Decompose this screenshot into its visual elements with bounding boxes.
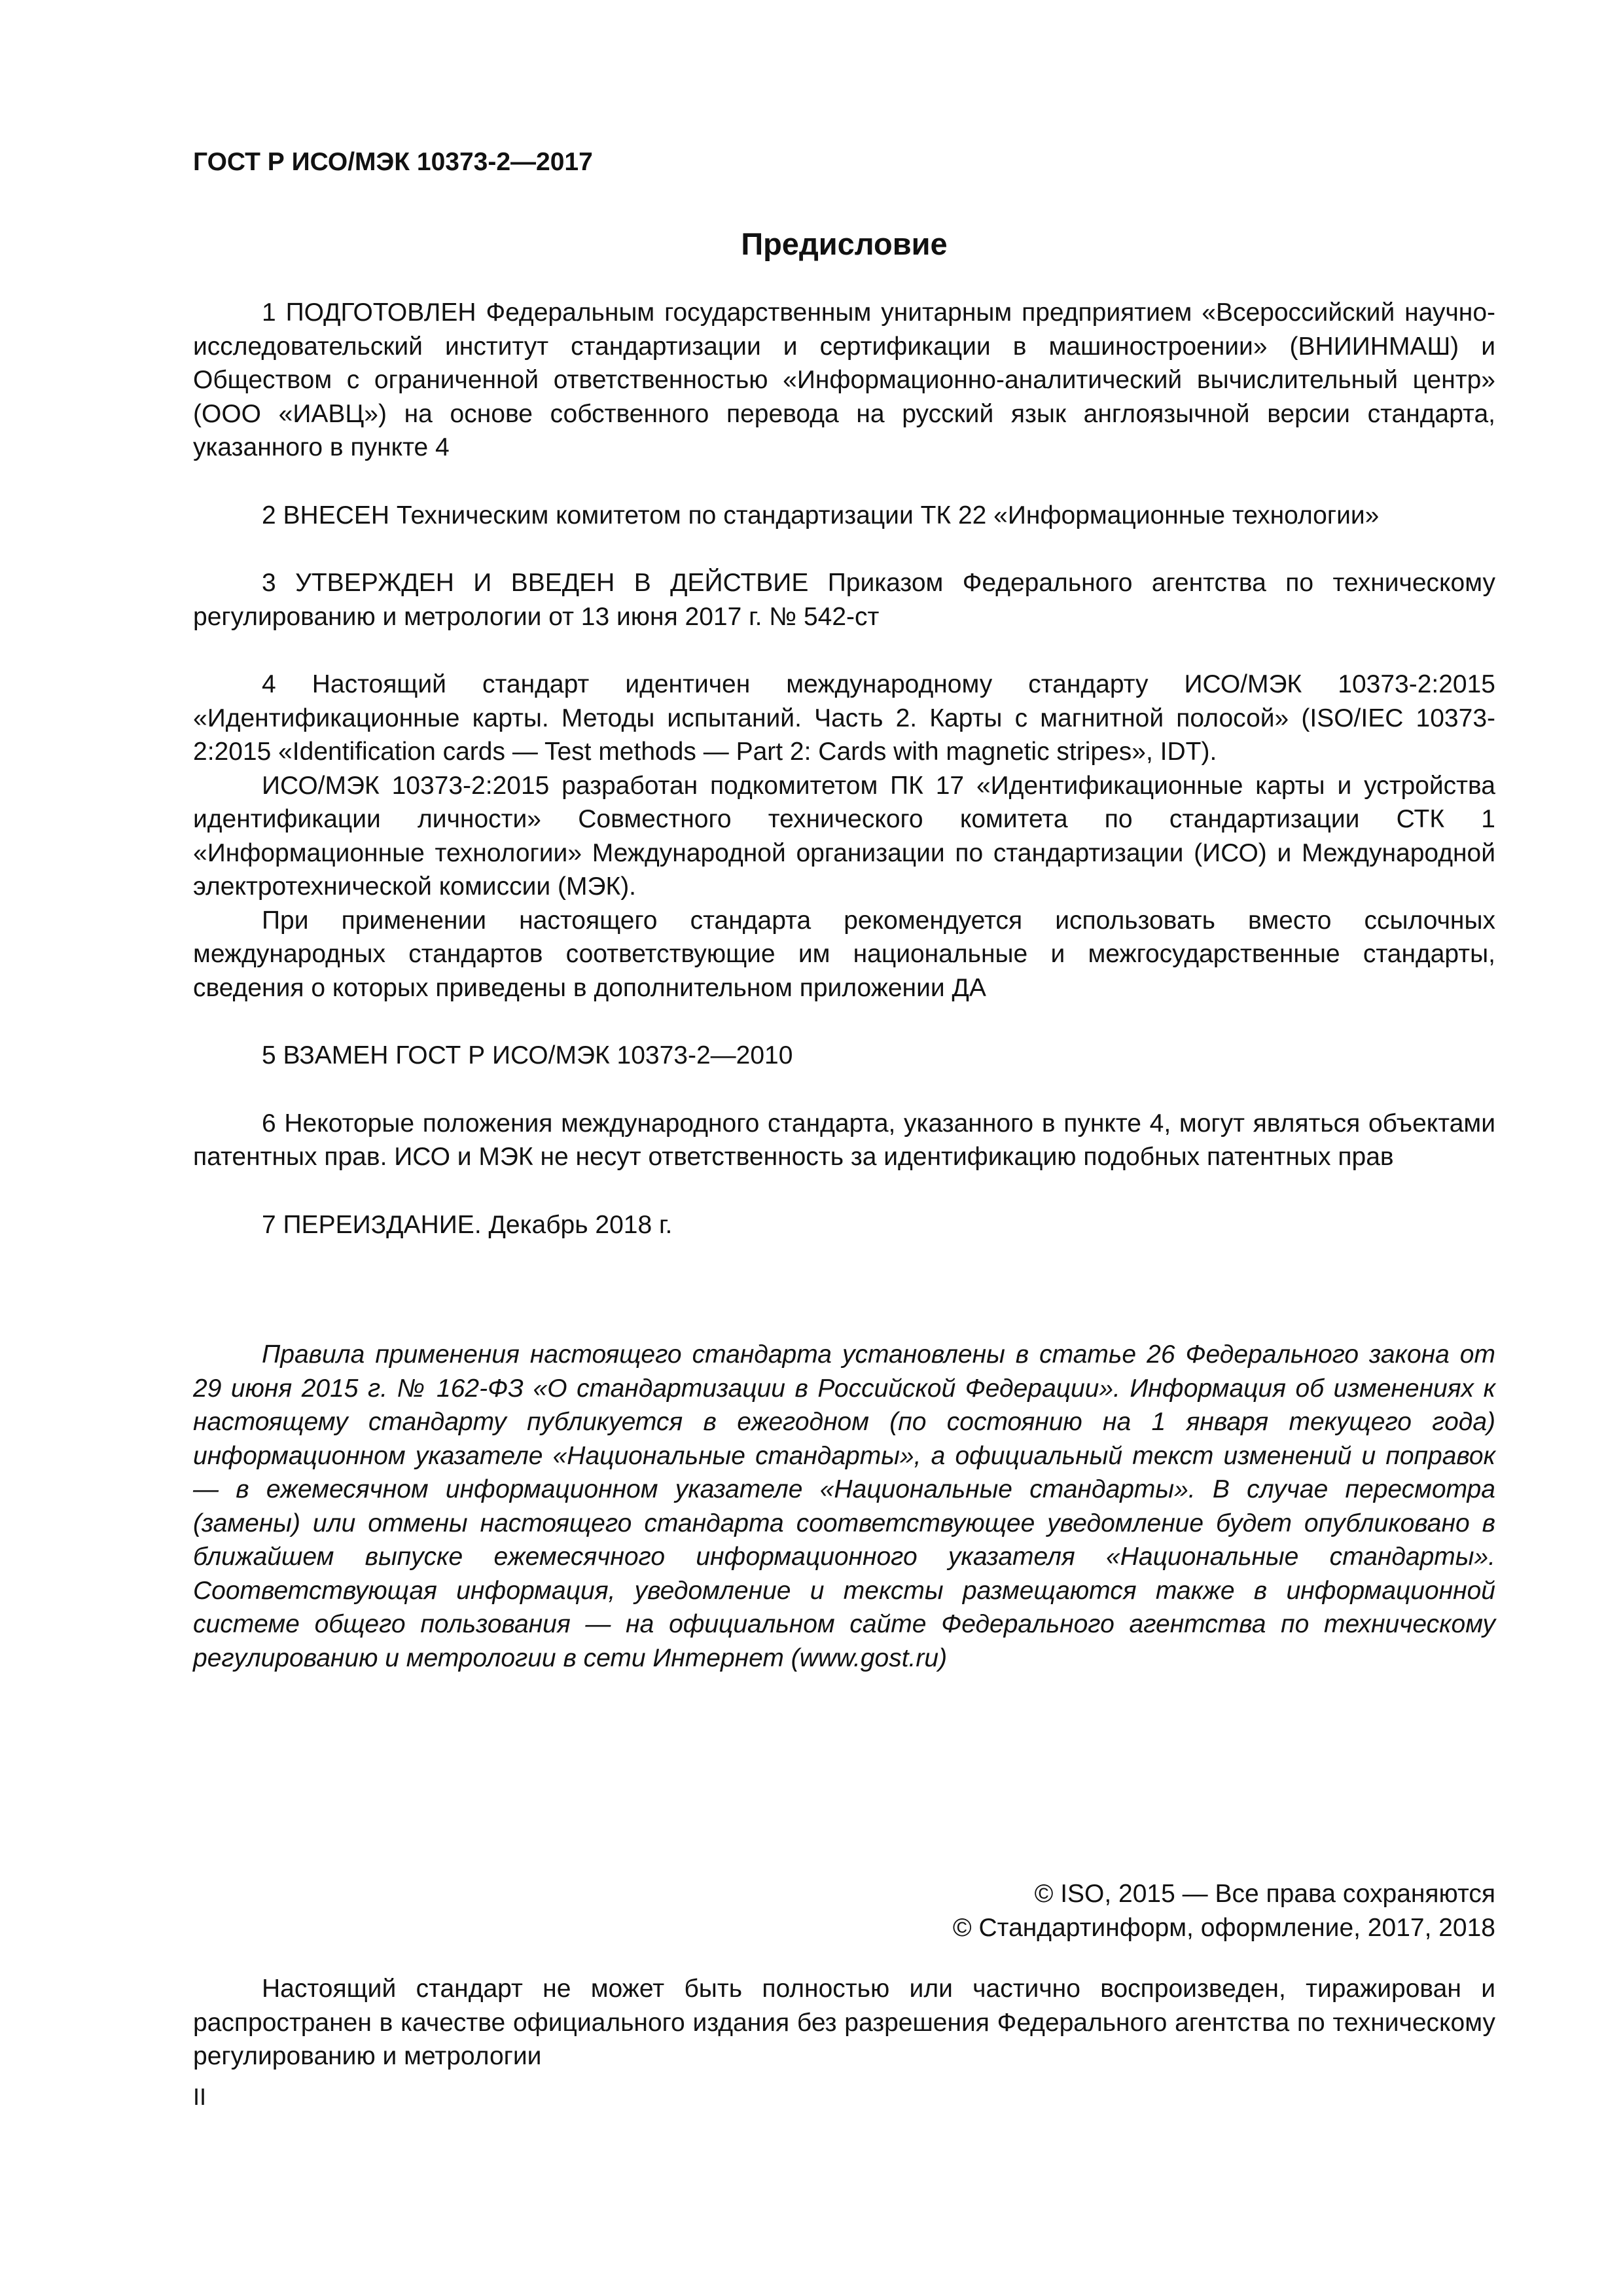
paragraph: 5 ВЗАМЕН ГОСТ Р ИСО/МЭК 10373-2—2010 [262,1041,793,1069]
section-6 [193,1107,1495,1174]
paragraph: 4 Настоящий стандарт идентичен международному стандарту ИСО/МЭК 10373-2:2015 «Идентификационные карты. Методы испытаний. Часть 2. Карты с магнитной полосой» (ISO/IEC 10373-2:2015 «Identification cards — Test methods — Part 2: Cards with magnetic stripes», IDT). [193,670,1495,766]
paragraph: ИСО/МЭК 10373-2:2015 разработан подкомитетом ПК 17 «Идентификационные карты и устройства идентификации личности» Совместного технического комитета по стандартизации СТК 1 «Информационные технологии» Международной организации по стандартизации (ИСО) и Международной электротехнической комиссии (МЭК). [193,771,1495,901]
section-5 [193,1039,1495,1073]
section-3 [193,566,1495,634]
copyright-standartinform: © Стандартинформ, оформление, 2017, 2018 [952,1913,1495,1942]
paragraph: 7 ПЕРЕИЗДАНИЕ. Декабрь 2018 г. [262,1210,673,1239]
foreword-body [193,296,1495,1242]
section-2 [193,499,1495,533]
paragraph: При применении настоящего стандарта рекомендуется использовать вместо ссылочных международных стандартов соответствующие им национальные и межгосударственные стандарты, сведения о которых приведены в дополнительном приложении ДА [193,906,1495,1002]
reproduction-text: Настоящий стандарт не может быть полностью или частично воспроизведен, тиражирован и распространен в качестве официального издания без разрешения Федерального агентства по техническому регулированию и метрологии [193,1975,1495,2070]
document-code-header: ГОСТ Р ИСО/МЭК 10373-2—2017 [193,148,593,176]
paragraph: 6 Некоторые положения международного стандарта, указанного в пункте 4, могут являться объектами патентных прав. ИСО и МЭК не несут ответственность за идентификацию подобных патентных прав [193,1109,1495,1171]
copyright-iso: © ISO, 2015 — Все права сохраняются [1034,1880,1495,1908]
paragraph: 1 ПОДГОТОВЛЕН Федеральным государственным унитарным предприятием «Всероссийский научно-исследовательский институт стандартизации и сертификации в машиностроении» (ВНИИНМАШ) и Обществом с ограниченной ответственностью «Информационно-аналитический вычислительный центр» (ООО «ИАВЦ») на основе собственного перевода на русский язык англоязычной версии стандарта, указанного в пункте 4 [193,298,1495,461]
reproduction-notice [193,1972,1495,2073]
paragraph: 2 ВНЕСЕН Техническим комитетом по стандартизации ТК 22 «Информационные технологии» [262,501,1380,529]
page-title: Предисловие [741,226,948,261]
paragraph: 3 УТВЕРЖДЕН И ВВЕДЕН В ДЕЙСТВИЕ Приказом Федерального агентства по техническому регулированию и метрологии от 13 июня 2017 г. № 542-ст [193,569,1495,631]
section-7 [193,1208,1495,1242]
copyright-block [953,1877,1495,1945]
page-number: II [193,2083,207,2110]
notice-text: Правила применения настоящего стандарта установлены в статье 26 Федерального закона от 29 июня 2015 г. № 162-ФЗ «О стандартизации в Российской Федерации». Информация об изменениях к настоящему стандарту публикуется в ежегодном (по состоянию на 1 января текущего года) информационном указателе «Национальные стандарты», а официальный текст изменений и поправок — в ежемесячном информационном указателе «Национальные стандарты». В случае пересмотра (замены) или отмены настоящего стандарта соответствующее уведомление будет опубликовано в ближайшем выпуске ежемесячного информационного указателя «Национальные стандарты». Соответствующая информация, уведомление и тексты размещаются также в информационной системе общего пользования — на официальном сайте Федерального агентства по техническому регулированию и метрологии в сети Интернет (www.gost.ru) [193,1340,1495,1672]
section-1 [193,296,1495,465]
section-4 [193,668,1495,1005]
application-rules-notice [193,1338,1495,1675]
